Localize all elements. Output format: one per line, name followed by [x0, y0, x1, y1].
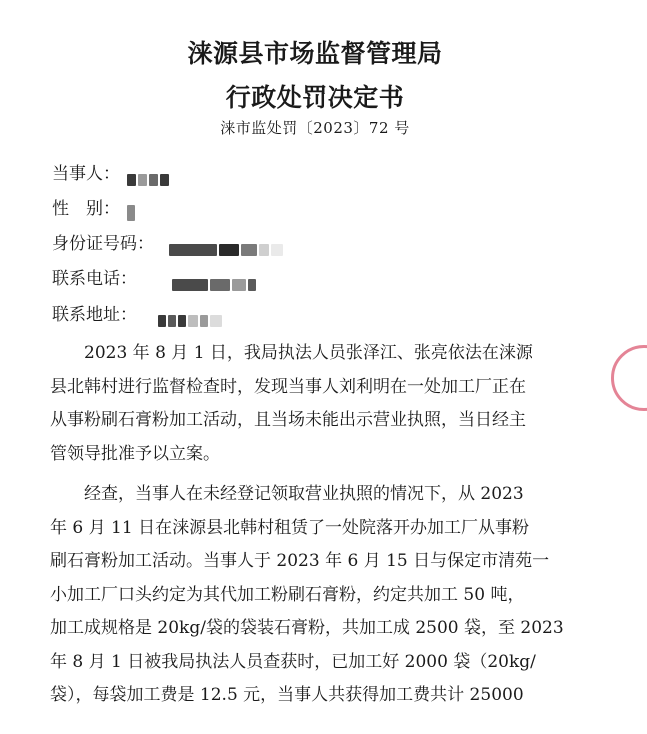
- paragraph-line: 小加工厂口头约定为其代加工粉刷石膏粉，约定共加工 50 吨，: [50, 584, 525, 605]
- redacted-id-number: [169, 238, 285, 250]
- paragraph-line: 管领导批准予以立案。: [50, 443, 220, 464]
- paragraph-line: 年 6 月 11 日在涞源县北韩村租赁了一处院落开办加工厂从事粉: [50, 517, 530, 538]
- paragraph-line: 袋），每袋加工费是 12.5 元，当事人共获得加工费共计 25000: [50, 685, 524, 705]
- document-type-title: 行政处罚决定书: [225, 83, 405, 112]
- paragraph-case-filing: [50, 337, 590, 471]
- party-field: [52, 160, 171, 186]
- official-seal-edge: [611, 345, 647, 411]
- document-number: 涞市监处罚〔2023〕72 号: [220, 119, 410, 137]
- agency-title: 涞源县市场监督管理局: [187, 39, 443, 68]
- paragraph-line: 县北韩村进行监督检查时，发现当事人刘利明在一处加工厂正在: [50, 376, 526, 397]
- paragraph-line: 从事粉刷石膏粉加工活动，且当场未能出示营业执照，当日经主: [50, 410, 526, 430]
- gender-field: [52, 195, 137, 221]
- paragraph-line: 经查，当事人在未经登记领取营业执照的情况下，从 2023: [50, 484, 524, 504]
- paragraph-line: 2023 年 8 月 1 日，我局执法人员张泽江、张亮依法在涞源: [50, 343, 533, 363]
- paragraph-line: 加工成规格是 20kg/袋的袋装石膏粉，共加工成 2500 袋，至 2023: [50, 618, 564, 638]
- address-field: [52, 301, 224, 327]
- paragraph-line: 刷石膏粉加工活动。当事人于 2023 年 6 月 15 日与保定市清苑一: [50, 551, 550, 571]
- address-label: 联系地址：: [52, 304, 137, 325]
- paragraph-line: 年 8 月 1 日被我局执法人员查获时，已加工好 2000 袋（20kg/: [50, 651, 536, 672]
- paragraph-investigation: [50, 478, 590, 713]
- id-number-label: 身份证号码：: [52, 233, 154, 254]
- redacted-gender: [127, 203, 137, 215]
- redacted-party-name: [127, 168, 171, 180]
- phone-field: [52, 265, 258, 291]
- gender-label: 性 别：: [52, 198, 120, 219]
- party-label: 当事人：: [52, 163, 120, 184]
- redacted-address: [158, 309, 224, 321]
- redacted-phone: [172, 273, 258, 285]
- phone-label: 联系电话：: [52, 268, 137, 289]
- id-number-field: [52, 230, 285, 256]
